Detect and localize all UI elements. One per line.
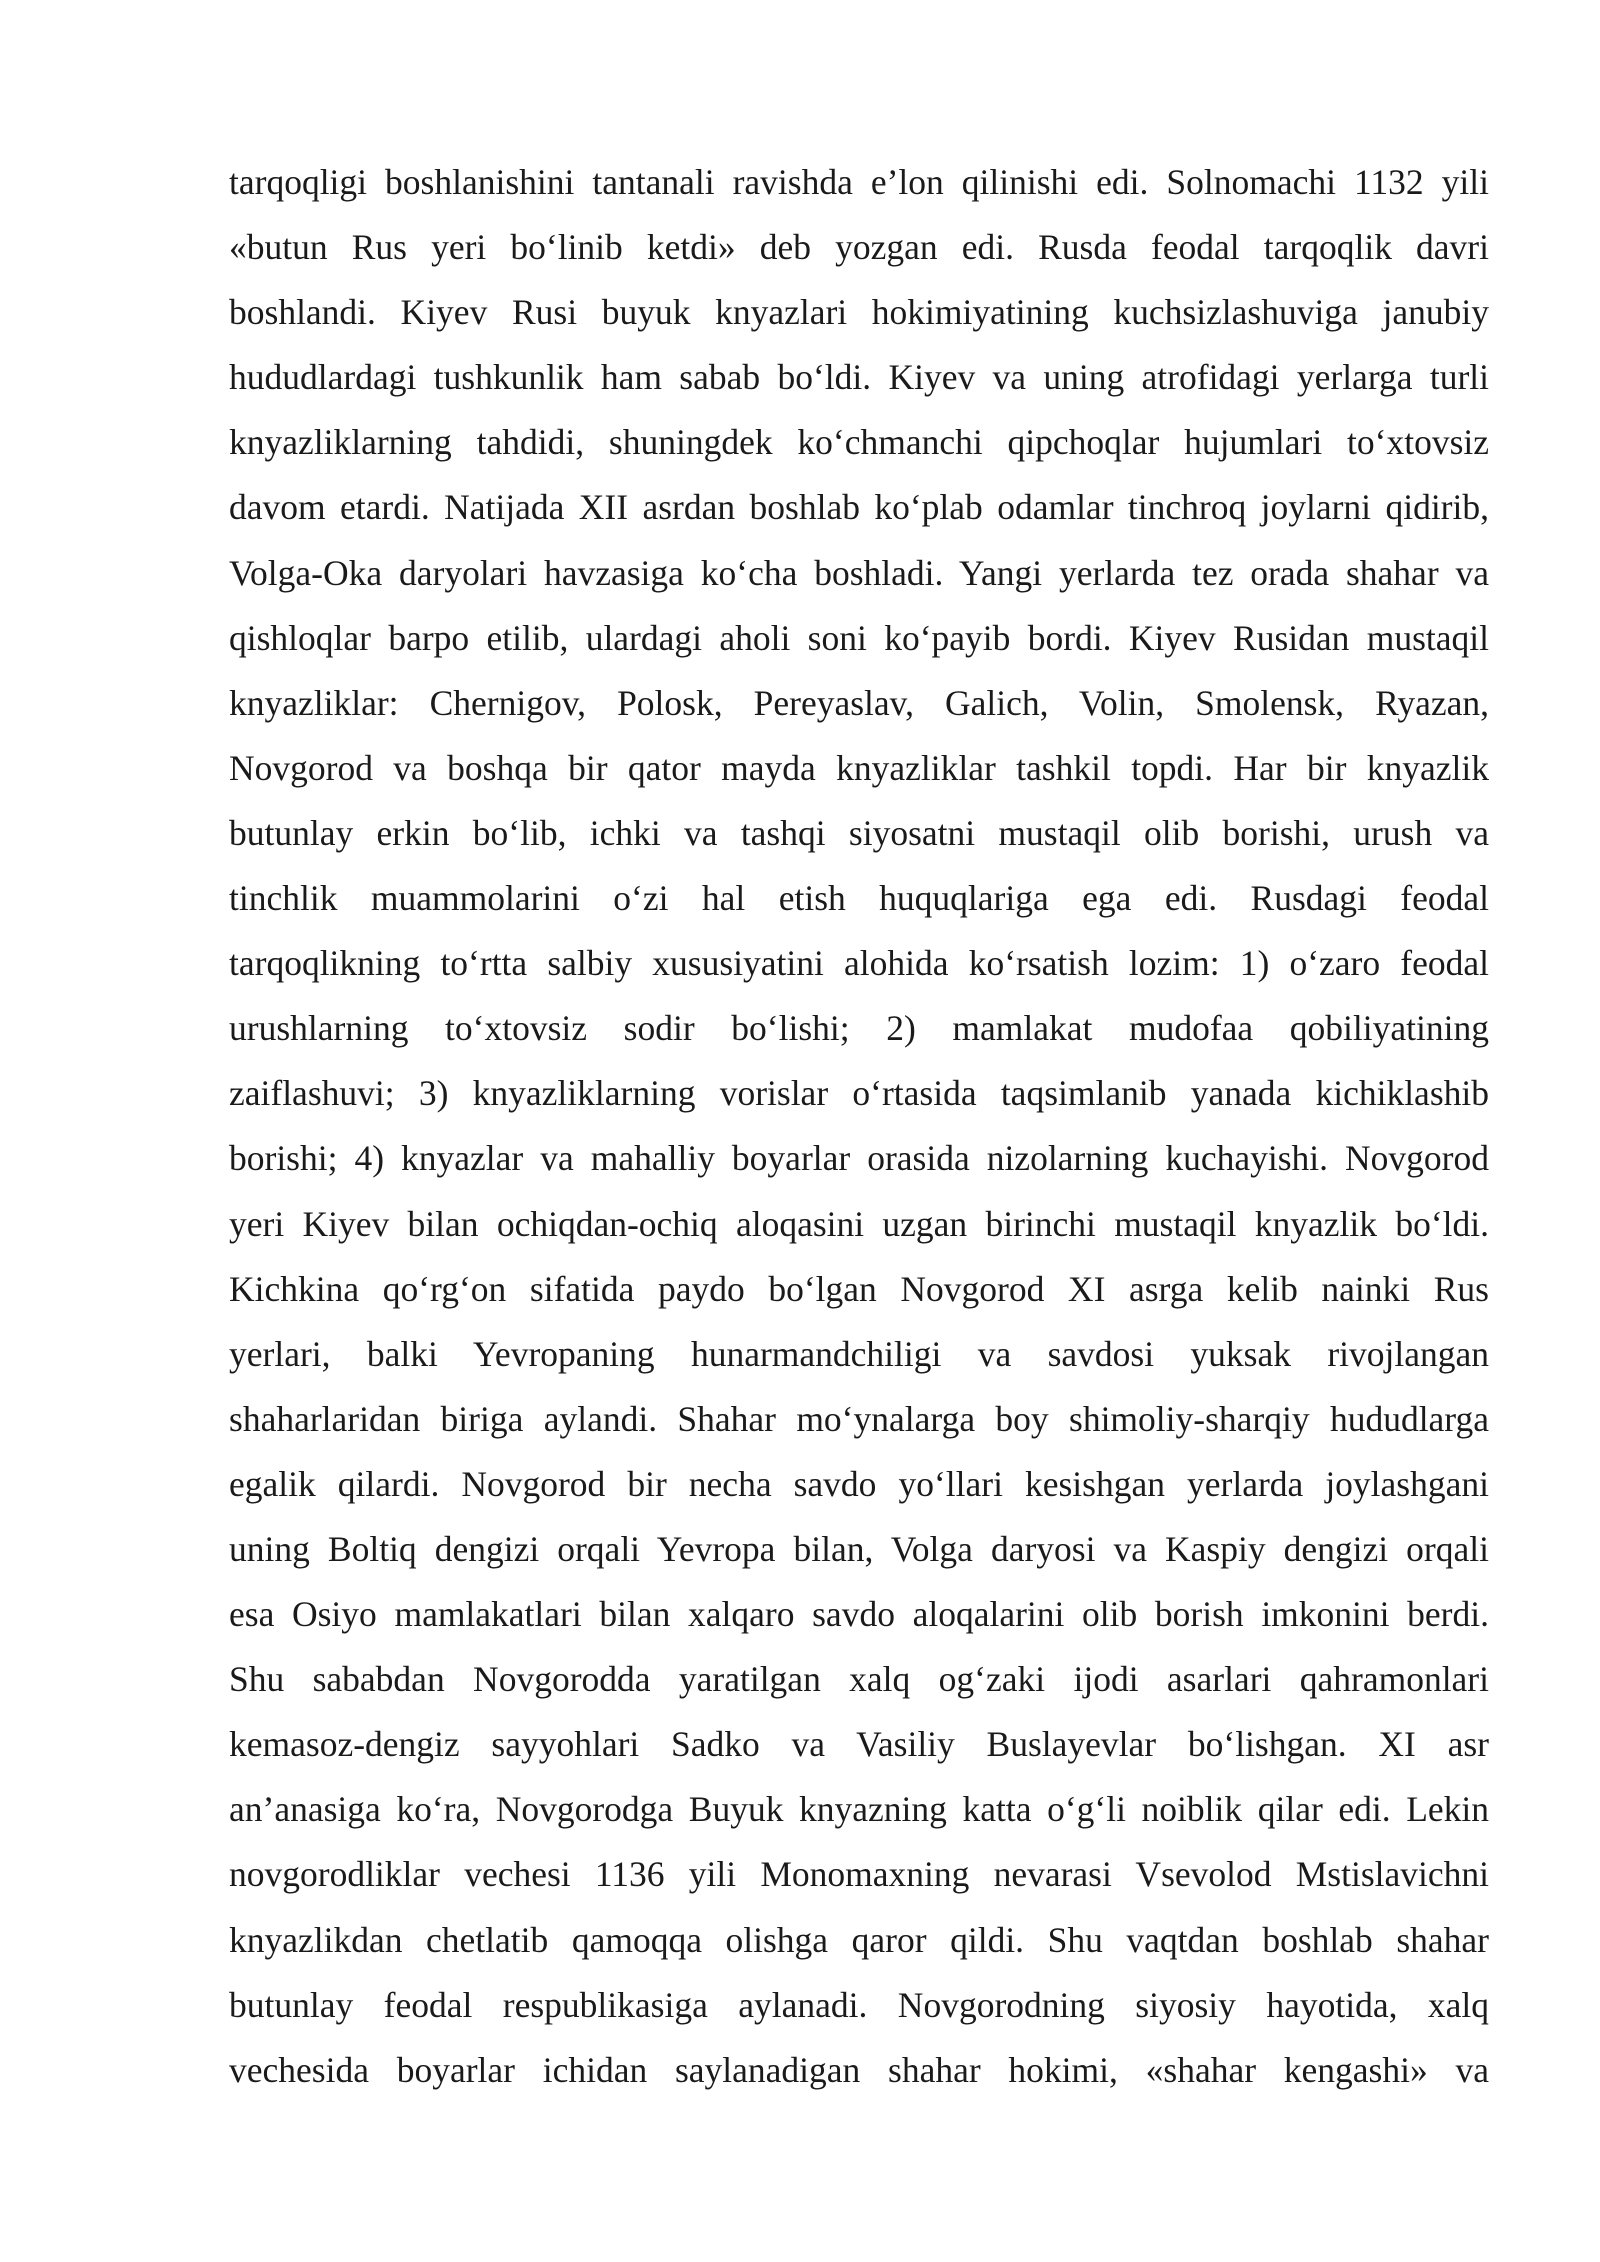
text-line: knyazliklarning tahdidi, shuningdek ko‘chmanchi qipchoqlar hujumlari to‘xtovsiz <box>229 422 1489 463</box>
text-line: hududlardagi tushkunlik ham sabab bo‘ldi. Kiyev va uning atrofidagi yerlarga turli <box>229 357 1489 398</box>
text-line: Volga-Oka daryolari havzasiga ko‘cha boshladi. Yangi yerlarda tez orada shahar va <box>229 552 1489 593</box>
text-line: an’anasiga ko‘ra, Novgorodga Buyuk knyazning katta o‘g‘li noiblik qilar edi. Lekin <box>229 1789 1489 1830</box>
text-line: novgorodliklar vechesi 1136 yili Monomaxning nevarasi Vsevolod Mstislavichni <box>229 1854 1489 1895</box>
text-line: knyazliklar: Chernigov, Polosk, Pereyaslav, Galich, Volin, Smolensk, Ryazan, <box>229 682 1489 723</box>
text-line: «butun Rus yeri bo‘linib ketdi» deb yozgan edi. Rusda feodal tarqoqlik davri <box>229 227 1489 268</box>
text-line: knyazlikdan chetlatib qamoqqa olishga qaror qildi. Shu vaqtdan boshlab shahar <box>229 1919 1489 1960</box>
text-line: borishi; 4) knyazlar va mahalliy boyarlar orasida nizolarning kuchayishi. Novgorod <box>229 1138 1489 1179</box>
text-line: Kichkina qo‘rg‘on sifatida paydo bo‘lgan Novgorod XI asrga kelib nainki Rus <box>229 1268 1489 1309</box>
text-line: shaharlaridan biriga aylandi. Shahar mo‘ynalarga boy shimoliy-sharqiy hududlarga <box>229 1398 1489 1439</box>
text-line: yeri Kiyev bilan ochiqdan-ochiq aloqasini uzgan birinchi mustaqil knyazlik bo‘ldi. <box>229 1203 1489 1244</box>
text-line: vechesida boyarlar ichidan saylanadigan shahar hokimi, «shahar kengashi» va <box>229 2049 1489 2090</box>
text-line: butunlay erkin bo‘lib, ichki va tashqi siyosatni mustaqil olib borishi, urush va <box>229 812 1489 853</box>
text-line: davom etardi. Natijada XII asrdan boshlab ko‘plab odamlar tinchroq joylarni qidirib, <box>229 487 1489 528</box>
text-line: zaiflashuvi; 3) knyazliklarning vorislar o‘rtasida taqsimlanib yanada kichiklashib <box>229 1073 1489 1114</box>
text-line: butunlay feodal respublikasiga aylanadi. Novgorodning siyosiy hayotida, xalq <box>229 1984 1489 2025</box>
body-text <box>229 150 1489 2103</box>
text-line: tinchlik muammolarini o‘zi hal etish huquqlariga ega edi. Rusdagi feodal <box>229 878 1489 919</box>
text-line: boshlandi. Kiyev Rusi buyuk knyazlari hokimiyatining kuchsizlashuviga janubiy <box>229 292 1489 333</box>
text-line: Shu sababdan Novgorodda yaratilgan xalq og‘zaki ijodi asarlari qahramonlari <box>229 1659 1489 1700</box>
text-line: tarqoqligi boshlanishini tantanali ravishda e’lon qilinishi edi. Solnomachi 1132 yili <box>229 162 1489 202</box>
text-line: egalik qilardi. Novgorod bir necha savdo yo‘llari kesishgan yerlarda joylashgani <box>229 1463 1489 1504</box>
text-line: Novgorod va boshqa bir qator mayda knyazliklar tashkil topdi. Har bir knyazlik <box>229 747 1489 788</box>
text-line: tarqoqlikning to‘rtta salbiy xususiyatini alohida ko‘rsatish lozim: 1) o‘zaro feodal <box>229 943 1489 984</box>
text-line: qishloqlar barpo etilib, ulardagi aholi soni ko‘payib bordi. Kiyev Rusidan mustaqil <box>229 617 1489 658</box>
text-line: urushlarning to‘xtovsiz sodir bo‘lishi; 2) mamlakat mudofaa qobiliyatining <box>229 1008 1489 1049</box>
text-line: yerlari, balki Yevropaning hunarmandchiligi va savdosi yuksak rivojlangan <box>229 1333 1489 1374</box>
text-line: uning Boltiq dengizi orqali Yevropa bilan, Volga daryosi va Kaspiy dengizi orqali <box>229 1528 1489 1569</box>
text-line: kemasoz-dengiz sayyohlari Sadko va Vasiliy Buslayevlar bo‘lishgan. XI asr <box>229 1724 1489 1765</box>
text-line: esa Osiyo mamlakatlari bilan xalqaro savdo aloqalarini olib borish imkonini berdi. <box>229 1594 1489 1635</box>
